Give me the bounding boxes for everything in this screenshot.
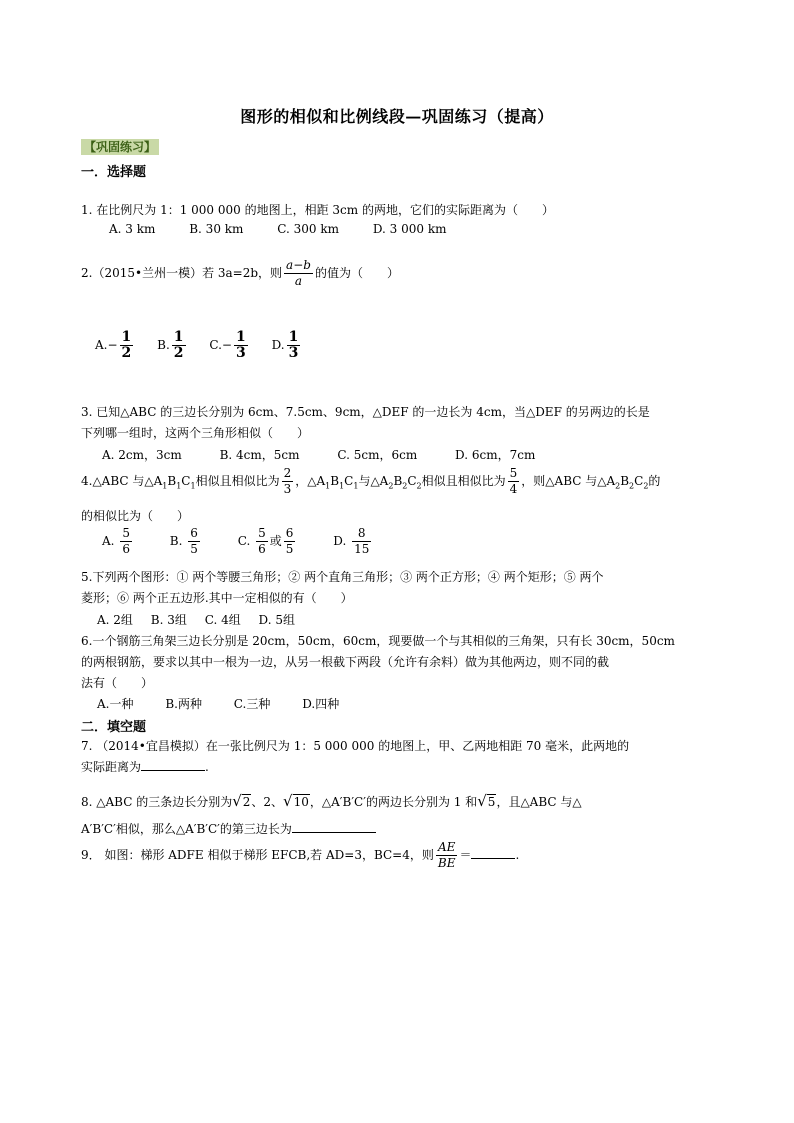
question-2-option-a bbox=[95, 330, 135, 361]
question-4-options bbox=[102, 526, 391, 557]
question-4-text: 相似且相似比为 bbox=[421, 474, 506, 488]
fraction-denominator: 2 bbox=[173, 345, 184, 361]
fraction-denominator: 6 bbox=[258, 542, 266, 556]
fraction-denominator: 5 bbox=[285, 542, 294, 556]
question-8-text: ，△A′B′C′的两边长分别为 1 和 bbox=[309, 795, 478, 809]
sqrt-expression: √5 bbox=[477, 792, 496, 810]
option-label: A. bbox=[95, 338, 108, 352]
question-7-line-1: 7. （2014•宜昌模拟）在一张比例尺为 1：5 000 000 的地图上，甲、乙两地相距 70 毫米，此两地的 bbox=[81, 739, 630, 753]
question-5-option-a: A. 2组 bbox=[97, 613, 133, 627]
question-6-options bbox=[97, 695, 357, 712]
question-5-option-d: D. 5组 bbox=[258, 613, 296, 627]
fraction-denominator: 5 bbox=[190, 542, 198, 556]
fraction-numerator: 6 bbox=[190, 526, 198, 540]
question-1: 1. 在比例尺为 1：1 000 000 的地图上，相距 3cm 的两地，它们的实际距离为（ ） bbox=[81, 203, 554, 217]
question-2 bbox=[81, 258, 399, 289]
question-3-line-1: 3. 已知△ABC 的三边长分别为 6cm、7.5cm、9cm，△DEF 的一边长为 4cm，当△DEF 的另两边的长是 bbox=[81, 405, 650, 419]
ratio-fraction-1 bbox=[282, 466, 294, 497]
question-8-text: ，且△ABC 与△ bbox=[496, 795, 582, 809]
option-sign: − bbox=[107, 338, 118, 352]
answer-blank[interactable] bbox=[471, 858, 515, 859]
option-label: C. bbox=[237, 534, 251, 548]
question-5-option-b: B. 3组 bbox=[150, 613, 187, 627]
question-4-text: ，则△ABC 与△A bbox=[521, 474, 616, 488]
question-8-text: A′B′C′相似，那么△A′B′C′的第三边长为 bbox=[81, 822, 292, 836]
question-6-line-2: 的两根钢筋，要求以其中一根为一边，从另一根截下两段（允许有余料）做为其他两边，则不同的截 bbox=[81, 655, 610, 669]
fraction-denominator: BE bbox=[437, 856, 456, 870]
option-label: D. bbox=[333, 534, 347, 548]
fraction-numerator: AE bbox=[437, 840, 456, 854]
question-2-stem: 2.（2015•兰州一模）若 3a=2b，则 bbox=[81, 266, 283, 280]
fraction-denominator: 15 bbox=[354, 542, 370, 556]
exercise-tag: 【巩固练习】 bbox=[81, 139, 159, 155]
question-5-line-1: 5.下列两个图形：① 两个等腰三角形；② 两个直角三角形；③ 两个正方形；④ 两个矩形；⑤ 两个 bbox=[81, 570, 604, 584]
question-9-equals: ＝ bbox=[459, 848, 472, 862]
answer-blank[interactable] bbox=[292, 832, 376, 833]
option-fraction bbox=[287, 330, 301, 361]
fraction-numerator: 6 bbox=[285, 526, 294, 540]
option-label: C. bbox=[209, 338, 222, 352]
answer-blank[interactable] bbox=[141, 770, 205, 771]
question-5-options bbox=[97, 611, 313, 628]
question-4-line-2: 的相似比为（ ） bbox=[81, 509, 190, 523]
question-9-text: 9． 如图：梯形 ADFE 相似于梯形 EFCB,若 AD=3，BC=4，则 bbox=[81, 848, 434, 862]
question-9-fraction bbox=[436, 840, 458, 871]
question-3-option-c: C. 5cm，6cm bbox=[337, 448, 418, 462]
ratio-fraction-2 bbox=[508, 466, 520, 497]
question-4-option-a bbox=[102, 526, 134, 557]
option-fraction bbox=[120, 330, 134, 361]
sqrt-expression: √2 bbox=[232, 792, 251, 810]
fraction-numerator: 1 bbox=[121, 329, 132, 345]
fraction-numerator: 1 bbox=[173, 329, 184, 345]
option-fraction bbox=[284, 526, 296, 557]
fraction-numerator: 8 bbox=[357, 526, 366, 540]
sqrt-expression: √10 bbox=[283, 792, 309, 810]
question-2-fraction bbox=[284, 258, 313, 289]
question-4-option-d bbox=[333, 526, 373, 557]
question-9 bbox=[81, 840, 519, 871]
question-1-option-b: B. 30 km bbox=[189, 222, 244, 236]
fraction-numerator: 1 bbox=[288, 329, 299, 345]
option-label: B. bbox=[169, 534, 183, 548]
fraction-numerator: 5 bbox=[509, 466, 518, 480]
question-2-tail: 的值为（ ） bbox=[314, 266, 399, 280]
question-3-option-b: B. 4cm，5cm bbox=[219, 448, 300, 462]
sqrt-radicand: 10 bbox=[293, 795, 309, 809]
fraction-numerator: 2 bbox=[283, 466, 292, 480]
page-title: 图形的相似和比例线段—巩固练习（提高） bbox=[240, 107, 554, 126]
fraction-denominator: a bbox=[284, 273, 313, 289]
option-label: B. bbox=[157, 338, 170, 352]
option-fraction bbox=[256, 526, 268, 557]
fraction-denominator: 3 bbox=[288, 345, 299, 361]
fraction-denominator: 3 bbox=[235, 345, 246, 361]
fraction-denominator: 2 bbox=[121, 345, 132, 361]
question-4-line-1: 4.△ABC 与$\triangle A_1B_1C_1$相似且相似比为 $\frac{2}{3}$ ，$\triangle A_1B_1C_1$与$\triangle A_2B_2C_2$相似且相似比为 $\frac{5}{4}$ ，则△ABC 与$\triangle A_2B_2C_2$的 bbox=[81, 466, 661, 496]
question-4-option-c bbox=[238, 526, 298, 557]
sqrt-radicand: 2 bbox=[242, 795, 251, 809]
question-3-options bbox=[102, 446, 553, 463]
question-7-text: 实际距离为 bbox=[81, 760, 142, 774]
section-fill-heading: 二．填空题 bbox=[81, 720, 147, 735]
question-8-line-1 bbox=[81, 792, 582, 810]
question-8-text: 8. △ABC 的三条边长分别为 bbox=[81, 795, 233, 809]
question-8-text: 、2、 bbox=[251, 795, 284, 809]
fraction-numerator: 1 bbox=[235, 329, 246, 345]
question-5-option-c: C. 4组 bbox=[204, 613, 241, 627]
question-6-option-c: C.三种 bbox=[233, 697, 271, 711]
question-1-option-d: D. 3 000 km bbox=[372, 222, 447, 236]
option-or: 或 bbox=[269, 534, 282, 548]
question-6-line-1: 6.一个钢筋三角架三边长分别是 20cm，50cm，60cm，现要做一个与其相似的三角架，只有长 30cm，50cm bbox=[81, 634, 675, 648]
question-3-option-a: A. 2cm，3cm bbox=[102, 448, 182, 462]
option-fraction bbox=[188, 526, 200, 557]
question-1-options bbox=[109, 222, 464, 236]
question-7-line-2: 实际距离为 . bbox=[81, 760, 209, 774]
question-5-line-2: 菱形；⑥ 两个正五边形.其中一定相似的有（ ） bbox=[81, 591, 353, 605]
section-choice-heading: 一．选择题 bbox=[81, 165, 147, 180]
option-fraction bbox=[120, 526, 132, 557]
question-6-option-d: D.四种 bbox=[302, 697, 340, 711]
question-8-line-2 bbox=[81, 820, 376, 837]
fraction-numerator: a−b bbox=[286, 258, 311, 272]
fraction-denominator: 6 bbox=[122, 542, 130, 556]
fraction-denominator: 3 bbox=[283, 482, 292, 496]
option-fraction bbox=[352, 526, 371, 557]
question-1-option-c: C. 300 km bbox=[277, 222, 340, 236]
question-2-option-c bbox=[209, 330, 249, 361]
question-3-option-d: D. 6cm，7cm bbox=[455, 448, 536, 462]
option-sign: − bbox=[221, 338, 232, 352]
question-1-option-a: A. 3 km bbox=[109, 222, 156, 236]
fraction-numerator: 5 bbox=[122, 526, 130, 540]
option-label: D. bbox=[271, 338, 285, 352]
question-4-option-b bbox=[170, 526, 202, 557]
question-6-option-b: B.两种 bbox=[165, 697, 202, 711]
question-2-options bbox=[95, 330, 320, 361]
question-4-text: 与△A bbox=[358, 474, 389, 488]
option-fraction bbox=[172, 330, 186, 361]
question-4-text: 相似且相似比为 bbox=[195, 474, 280, 488]
question-2-option-b bbox=[157, 330, 187, 361]
question-4-text: ，△A bbox=[295, 474, 326, 488]
question-2-option-d bbox=[272, 330, 303, 361]
question-3-line-2: 下列哪一组时，这两个三角形相似（ ） bbox=[81, 426, 310, 440]
option-label: A. bbox=[102, 534, 115, 548]
fraction-denominator: 4 bbox=[509, 482, 518, 496]
question-9-period: . bbox=[515, 848, 520, 862]
option-fraction bbox=[234, 330, 248, 361]
fraction-numerator: 5 bbox=[258, 526, 266, 540]
sqrt-radicand: 5 bbox=[487, 795, 496, 809]
question-6-option-a: A.一种 bbox=[97, 697, 134, 711]
question-6-line-3: 法有（ ） bbox=[81, 676, 154, 690]
question-4-text: 4.△ABC 与△A bbox=[81, 474, 163, 488]
